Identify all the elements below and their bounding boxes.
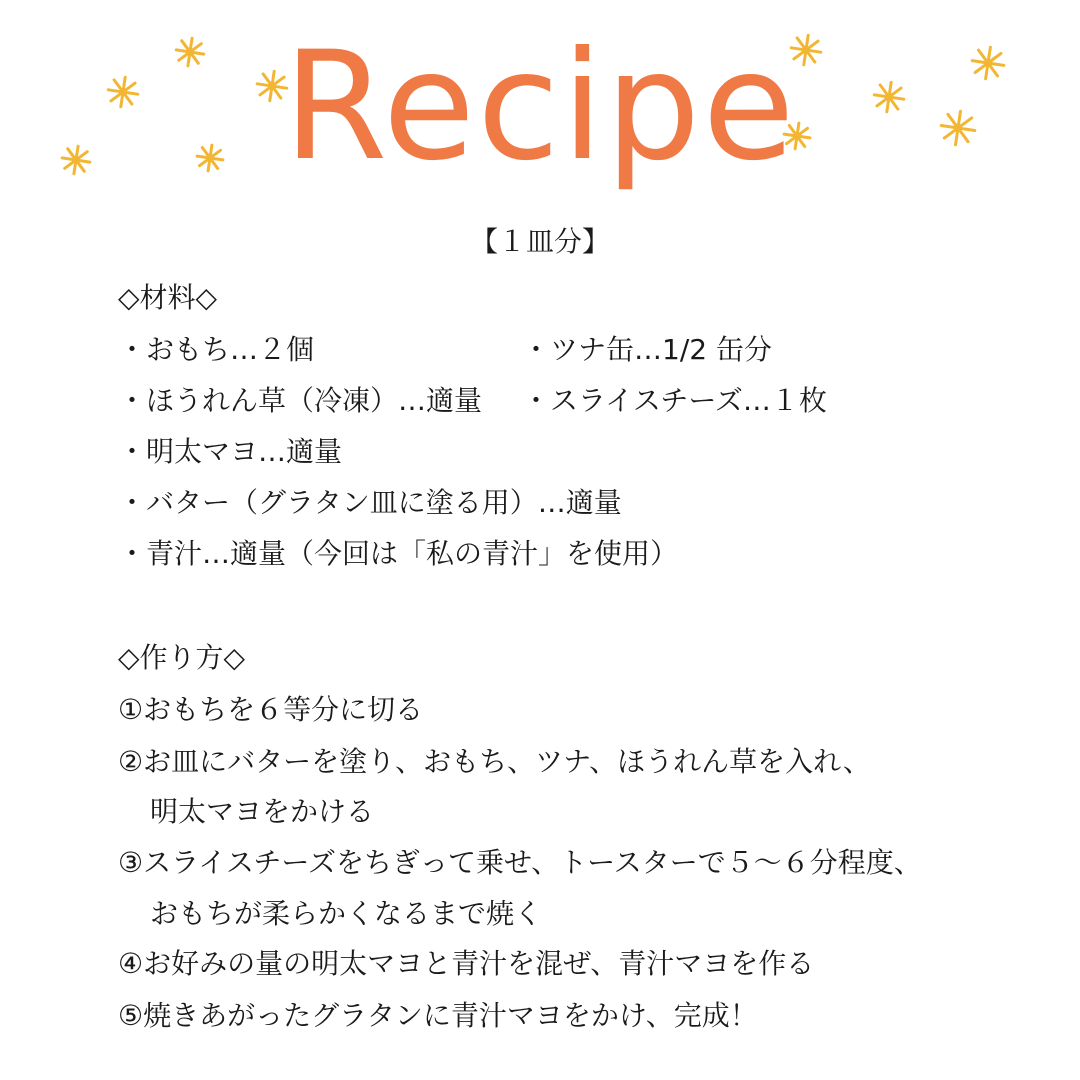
step-line-continued: おもちが柔らかくなるまで焼く <box>150 897 543 930</box>
step-line: ①おもちを６等分に切る <box>118 693 424 726</box>
ingredient-item: ・スライスチーズ…１枚 <box>522 384 827 417</box>
ingredient-item: ・バター（グラタン皿に塗る用）…適量 <box>118 486 622 519</box>
ingredient-item: ・おもち…２個 <box>118 333 315 366</box>
ingredient-item: ・青汁…適量（今回は「私の青汁」を使用） <box>118 537 679 570</box>
ingredient-item: ・ツナ缶…1/2 缶分 <box>522 333 772 366</box>
step-line: ⑤焼きあがったグラタンに青汁マヨをかけ、完成！ <box>118 999 758 1032</box>
ingredient-item: ・ほうれん草（冷凍）…適量 <box>118 384 483 417</box>
serving-size: 【１皿分】 <box>469 225 610 258</box>
header <box>0 0 1080 210</box>
steps-heading: ◇作り方◇ <box>118 641 246 674</box>
step-line: ③スライスチーズをちぎって乗せ、トースターで５～６分程度、 <box>118 846 922 879</box>
ingredients-heading: ◇材料◇ <box>118 281 218 314</box>
ingredient-item: ・明太マヨ…適量 <box>118 435 343 468</box>
step-line-continued: 明太マヨをかける <box>150 795 375 828</box>
recipe-title: Recipe <box>283 20 797 194</box>
step-line: ④お好みの量の明太マヨと青汁を混ぜ、青汁マヨを作る <box>118 947 815 980</box>
step-line: ②お皿にバターを塗り、おもち、ツナ、ほうれん草を入れ、 <box>118 745 871 778</box>
